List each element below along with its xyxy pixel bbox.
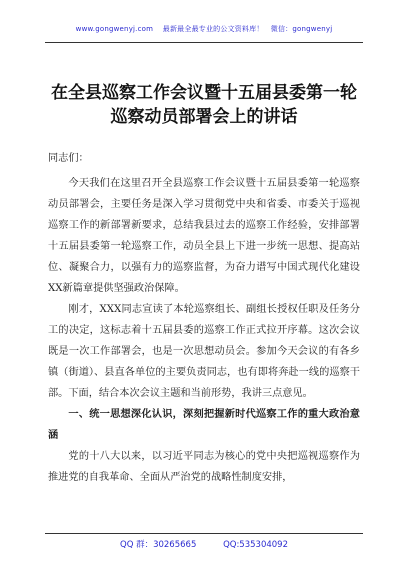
title-line-1: 在全县巡察工作会议暨十五届县委第一轮 [51,83,357,103]
salutation: 同志们： [48,153,89,164]
section-heading-1: 一、统一思想深化认识，深刻把握新时代巡察工作的重大政治意涵 [48,409,360,441]
header-divider [45,42,363,43]
document-body [48,148,360,488]
paragraph-1: 今天我们在这里召开全县巡察工作会议暨十五届县委第一轮巡察动员部署会，主要任务是深入学习贯彻党中央和省委、市委关于巡视巡察工作的新部署新要求，总结我县过去的巡察工作经验，安排部署十五届县委第一轮巡察工作，动员全县上下进一步统一思想、提高站位、凝聚合力，以强有力的巡察监督，为奋力谱写中国式现代化建设XX新篇章提供坚强政治保障。 [48,178,360,294]
page-footer [0,538,408,550]
header-text: www.gongwenyj.com 最新最全最专业的公文资料库！ 微信：gongwenyj [75,25,333,33]
page-header [0,24,408,34]
title-line-2: 巡察动员部署会上的讲话 [110,107,298,127]
footer-divider [45,533,363,534]
paragraph-2: 刚才，XXX同志宣读了本轮巡察组长、副组长授权任职及任务分工的决定，这标志着十五届县委的巡察工作正式拉开序幕。这次会议既是一次工作部署会，也是一次思想动员会。参加今天会议的有各乡镇（街道）、县直各单位的主要负责同志，也有即将奔赴一线的巡察干部。下面，结合本次会议主题和当前形势，我讲三点意见。 [48,304,360,399]
footer-qq-group: QQ 群：30265665 [120,540,197,550]
footer-qq-contact: QQ:535304092 [223,540,288,550]
paragraph-3: 党的十八大以来，以习近平同志为核心的党中央把巡视巡察作为推进党的自我革命、全面从严治党的战略性制度安排， [48,451,360,483]
document-title [40,81,368,129]
